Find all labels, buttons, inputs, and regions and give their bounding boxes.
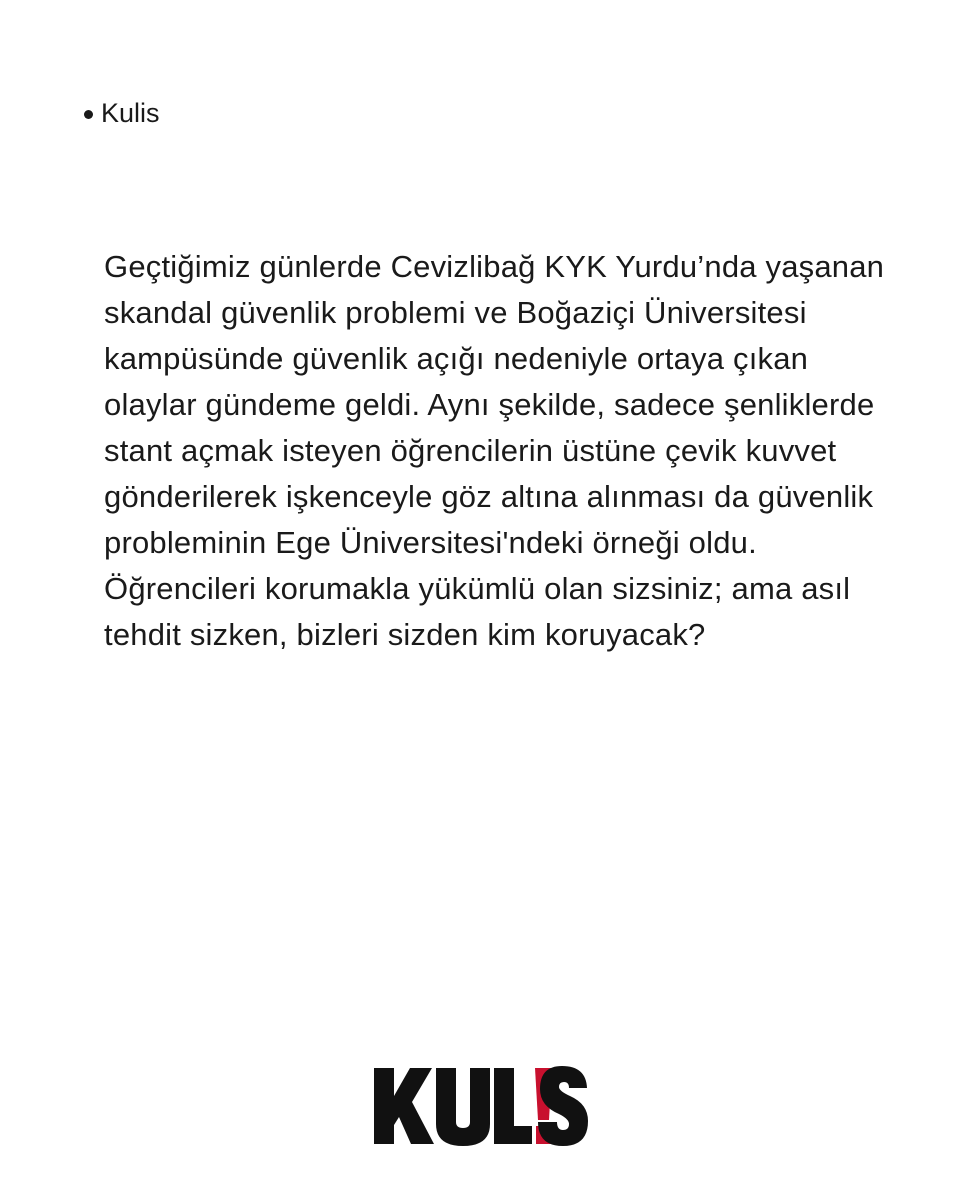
kulis-logo-mark [372, 1062, 588, 1148]
article-body: Geçtiğimiz günlerde Cevizlibağ KYK Yurdu’nda yaşanan skandal güvenlik problemi ve Boğaziçi Üniversitesi kampüsünde güvenlik açığı nedeniyle ortaya çıkan olaylar gündeme geldi. Aynı şekilde, sadece şenliklerde stant açmak isteyen öğrencilerin üstüne çevik kuvvet gönderilerek işkenceyle göz altına alınması da güvenlik probleminin Ege Üniversitesi'ndeki örneği oldu. Öğrencileri korumakla yükümlü olan sizsiniz; ama asıl tehdit sizken, bizleri sizden kim koruyacak? [104, 249, 885, 652]
category-tag [84, 96, 160, 130]
kulis-logo [372, 1062, 588, 1148]
category-label: Kulis [101, 98, 160, 128]
bullet-icon [84, 110, 93, 119]
